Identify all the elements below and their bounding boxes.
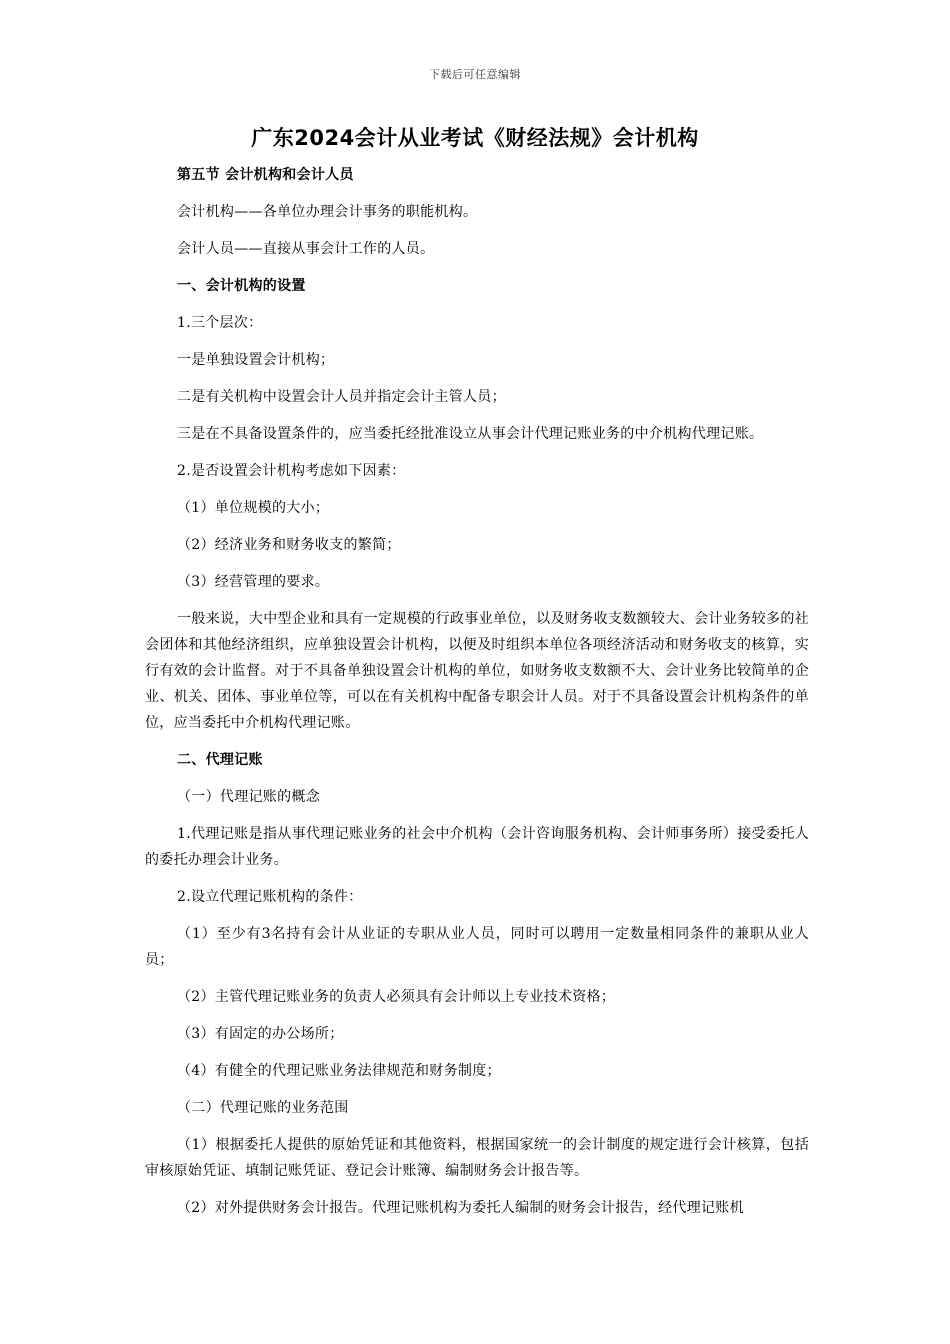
section-heading: 一、会计机构的设置 [177,278,306,294]
paragraph: 一般来说，大中型企业和具有一定规模的行政事业单位，以及财务收支数额较大、会计业务较多的社会团体和其他经济组织，应单独设置会计机构，以便及时组织本单位各项经济活动和财务收支的核算，实行有效的会计监督。对于不具备单独设置会计机构的单位，如财务收支数额不大、会计业务比较简单的企业、机关、团体、事业单位等，可以在有关机构中配备专职会计人员。对于不具备设置会计机构条件的单位，应当委托中介机构代理记账。 [145,611,809,731]
paragraph: 2.是否设置会计机构考虑如下因素： [177,463,406,479]
paragraph: 会计人员——直接从事会计工作的人员。 [177,241,435,257]
paragraph: （3）有固定的办公场所； [177,1026,344,1042]
paragraph: （1）根据委托人提供的原始凭证和其他资料，根据国家统一的会计制度的规定进行会计核算，包括审核原始凭证、填制记账凭证、登记会计账簿、编制财务会计报告等。 [145,1137,809,1179]
paragraph: （1）至少有3名持有会计从业证的专职从业人员，同时可以聘用一定数量相同条件的兼职从业人员； [145,926,809,968]
paragraph: （1）单位规模的大小； [177,500,330,516]
document-body [145,162,809,1232]
paragraph: （4）有健全的代理记账业务法律规范和财务制度； [177,1063,501,1079]
paragraph: 1.三个层次： [177,315,263,331]
paragraph: （2）对外提供财务会计报告。代理记账机构为委托人编制的财务会计报告，经代理记账机 [177,1200,744,1216]
paragraph: （3）经营管理的要求。 [177,574,330,590]
paragraph: 1.代理记账是指从事代理记账业务的社会中介机构（会计咨询服务机构、会计师事务所）接受委托人的委托办理会计业务。 [145,826,809,868]
paragraph: 2.设立代理记账机构的条件： [177,889,363,905]
paragraph: 一是单独设置会计机构； [177,352,335,368]
page-header-note: 下载后可任意编辑 [429,68,521,81]
paragraph: 三是在不具备设置条件的，应当委托经批准设立从事会计代理记账业务的中介机构代理记账。 [177,426,764,442]
section-heading: 二、代理记账 [177,752,263,768]
paragraph: （二）代理记账的业务范围 [177,1100,349,1116]
paragraph: （一）代理记账的概念 [177,789,320,805]
paragraph: （2）主管代理记账业务的负责人必须具有会计师以上专业技术资格； [177,989,616,1005]
paragraph: （2）经济业务和财务收支的繁简； [177,537,401,553]
paragraph: 二是有关机构中设置会计人员并指定会计主管人员； [177,389,506,405]
document-title: 广东2024会计从业考试《财经法规》会计机构 [251,126,699,150]
section-heading: 第五节 会计机构和会计人员 [177,167,354,183]
paragraph: 会计机构——各单位办理会计事务的职能机构。 [177,204,478,220]
